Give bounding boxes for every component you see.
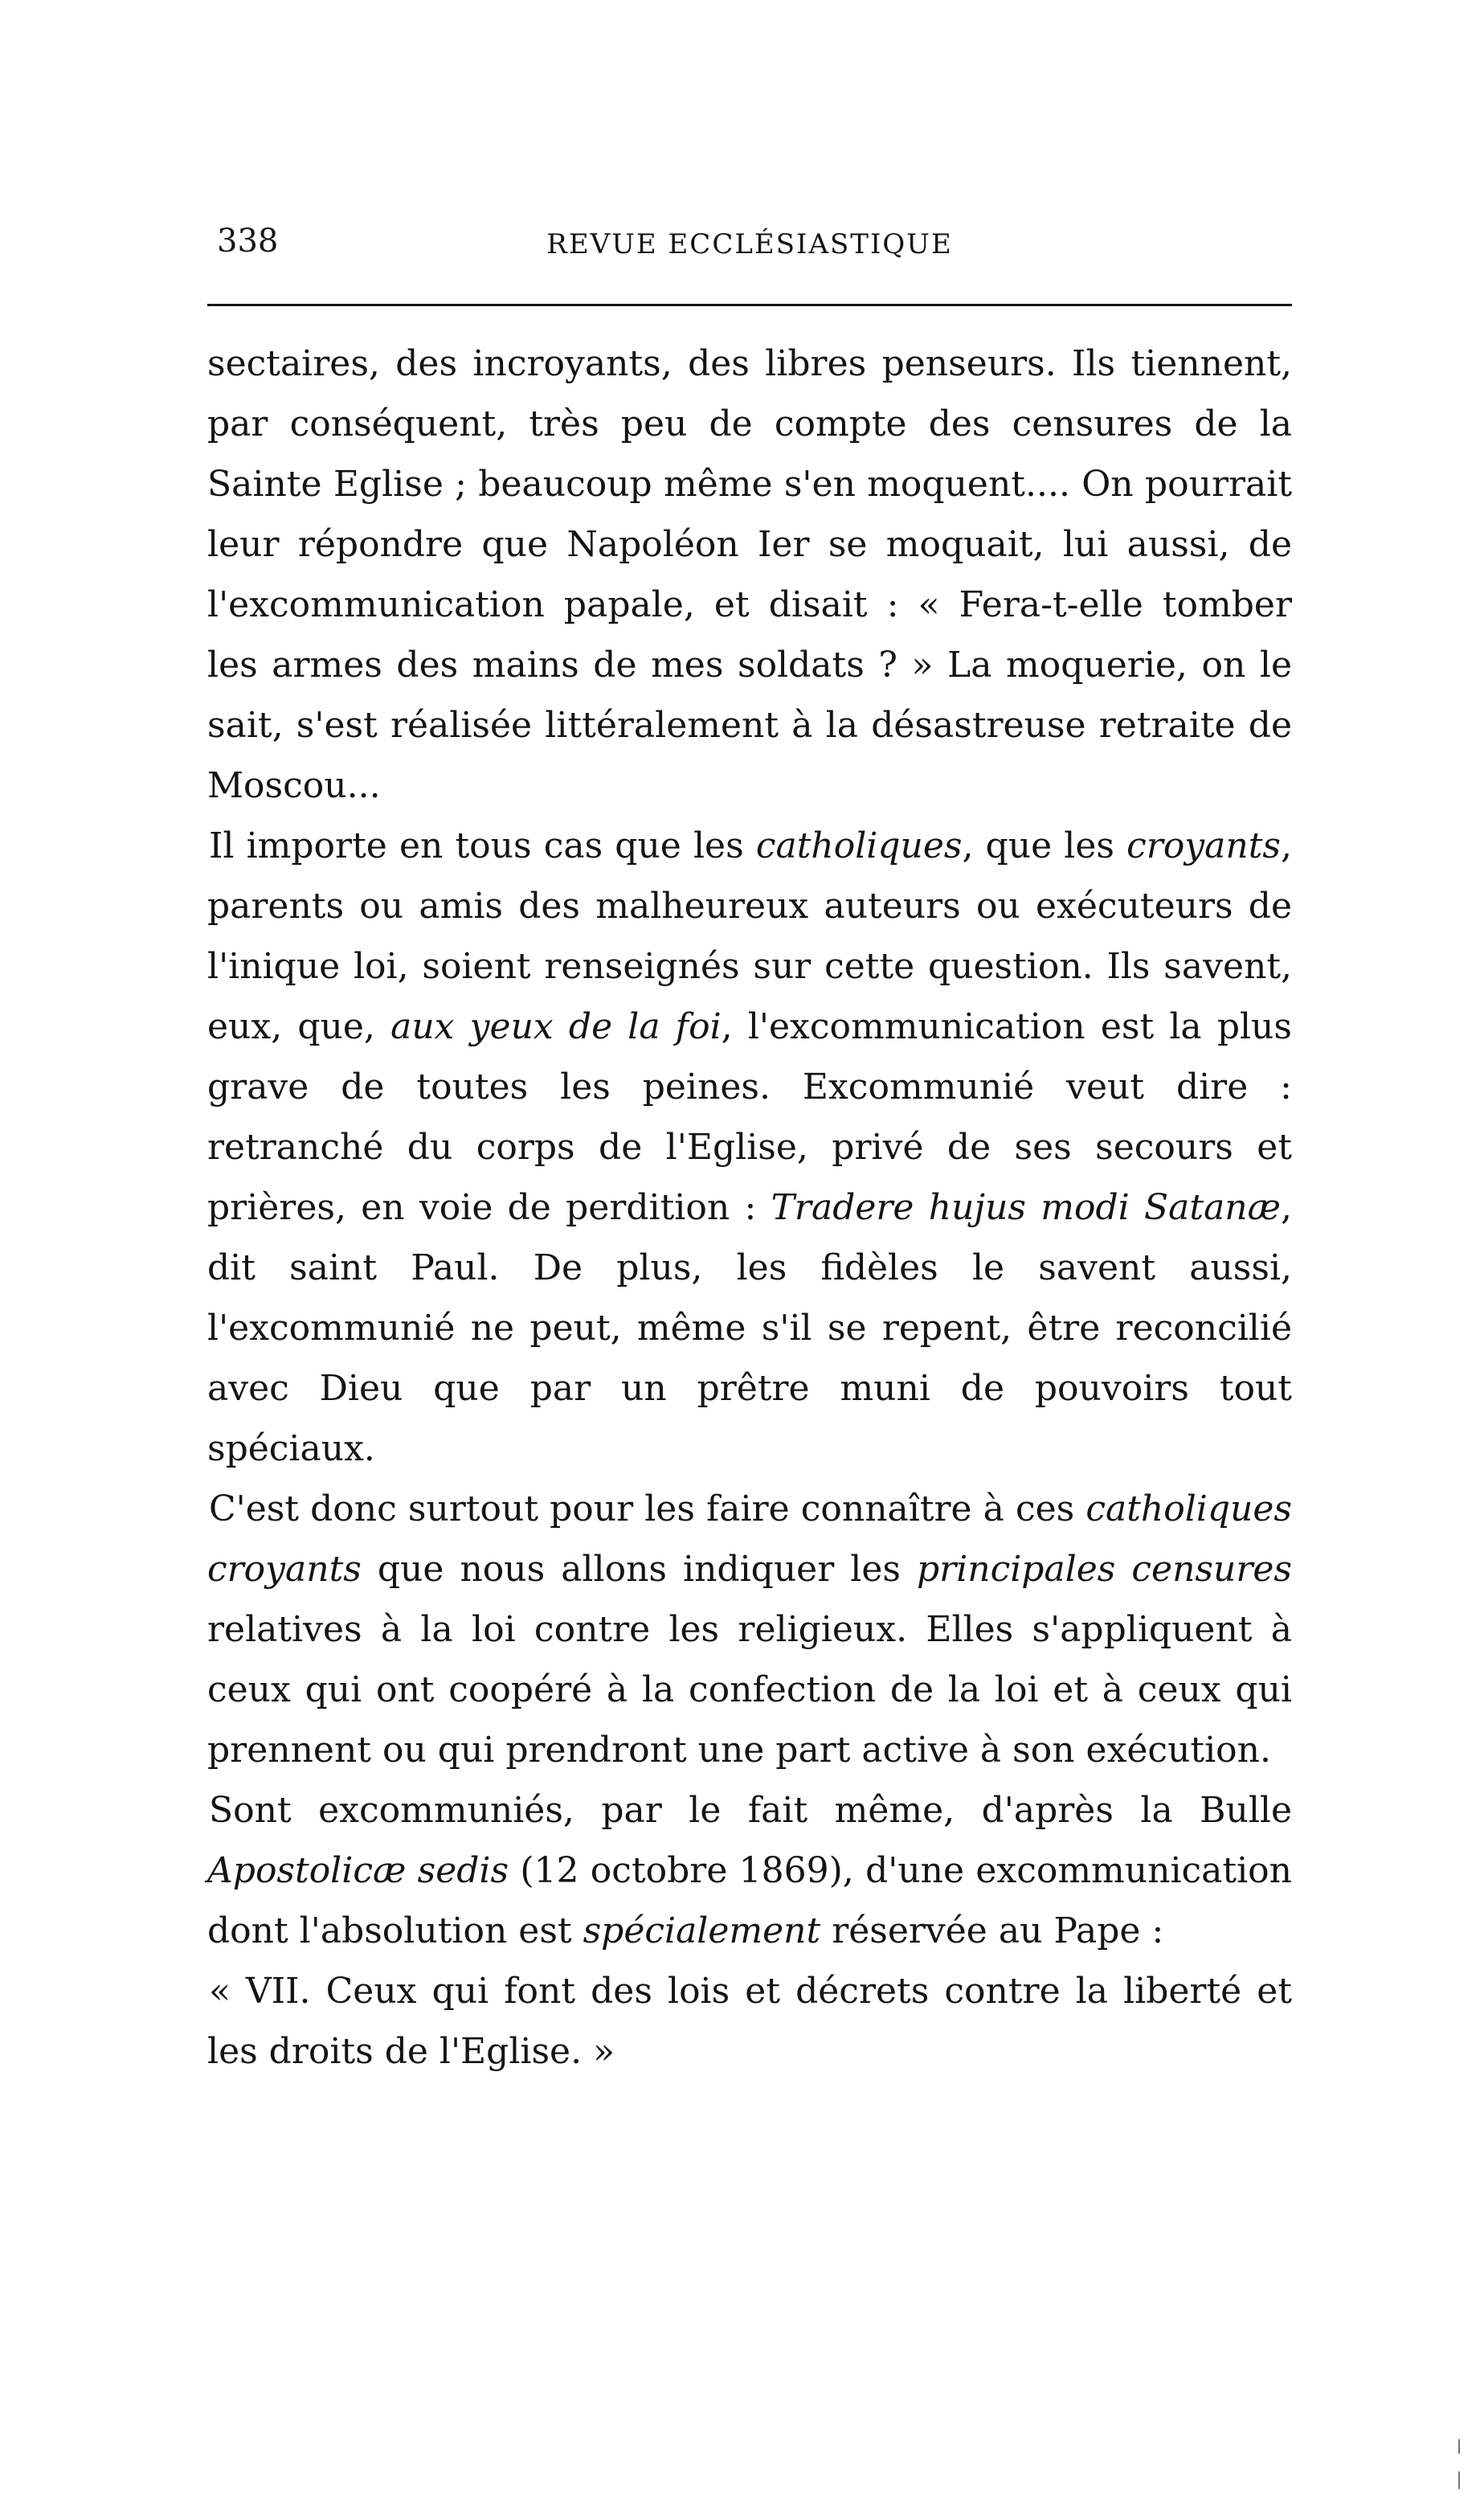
paragraph-c-est-donc xyxy=(207,1479,1292,1780)
italic-run: aux yeux de la foi xyxy=(390,1006,722,1047)
italic-run: croyants xyxy=(1126,825,1281,866)
journal-title: REVUE ECCLÉSIASTIQUE xyxy=(546,228,953,260)
text-run: réservée au Pape : xyxy=(820,1910,1164,1951)
text-run: relatives à la loi contre les religieux. Elles s'appliquent à ceux qui ont coopéré à la confection de la loi et à ceux qui prennent ou qui prendront une part active à son exécution. xyxy=(207,1609,1292,1771)
italic-run: principales censures xyxy=(916,1549,1292,1590)
italic-run: spécialement xyxy=(583,1910,821,1951)
text-run: Sont excommuniés, par le fait même, d'après la Bulle xyxy=(209,1790,1292,1831)
text-run: (12 octobre 1869), d'une excommunication dont l'absolution est xyxy=(207,1850,1292,1951)
body-text xyxy=(207,334,1292,2082)
book-page xyxy=(207,217,1292,2082)
scan-edge-mark xyxy=(1458,2439,1460,2454)
text-run: Il importe en tous cas que les xyxy=(209,825,756,866)
text-run: , dit saint Paul. De plus, les fidèles le savent aussi, l'excommunié ne peut, même s'il se repent, être reconcilié avec Dieu que par un prêtre muni de pouvoirs tout spéciaux. xyxy=(207,1187,1292,1469)
italic-run: Apostolicæ sedis xyxy=(207,1850,509,1891)
text-run: , parents ou amis des malheureux auteurs ou exécuteurs de l'inique loi, soient renseignés sur cette question. Ils savent, eux, que, xyxy=(207,825,1292,1047)
paragraph-sectaires xyxy=(207,334,1292,816)
text-run: C'est donc surtout pour les faire connaître à ces xyxy=(209,1488,1086,1529)
paragraph-il-importe xyxy=(207,816,1292,1479)
paragraph-vii-quote xyxy=(207,1961,1292,2082)
scan-edge-mark xyxy=(1458,2471,1460,2489)
text-run: , que les xyxy=(962,825,1127,866)
text-run: « VII. Ceux qui font des lois et décrets contre la liberté et les droits de l'Eglise. » xyxy=(207,1971,1292,2072)
italic-run: Tradere hujus modi Satanæ xyxy=(771,1187,1281,1228)
paragraph-sont-excommunies xyxy=(207,1780,1292,1961)
text-run: que nous allons indiquer les xyxy=(361,1549,917,1590)
running-head xyxy=(207,217,1292,273)
text-run: sectaires, des incroyants, des libres penseurs. Ils tiennent, par conséquent, très peu de compte des censures de la Sainte Eglise ; beaucoup même s'en moquent.... On pourrait leur répondre que Napoléon Ier se moquait, lui aussi, de l'excommunication papale, et disait : « Fera-t-elle tomber les armes des mains de mes soldats ? » La moquerie, on le sait, s'est réalisée littéralement à la désastreuse retraite de Moscou... xyxy=(207,343,1292,806)
header-rule xyxy=(207,304,1292,306)
page-number: 338 xyxy=(217,223,279,260)
italic-run: catholiques xyxy=(755,825,963,866)
italic-run: catholiques croyants xyxy=(207,1488,1292,1590)
text-run: , l'excommunication est la plus grave de toutes les peines. Excommunié veut dire : retranché du corps de l'Eglise, privé de ses secours et prières, en voie de perdition : xyxy=(207,1006,1292,1228)
